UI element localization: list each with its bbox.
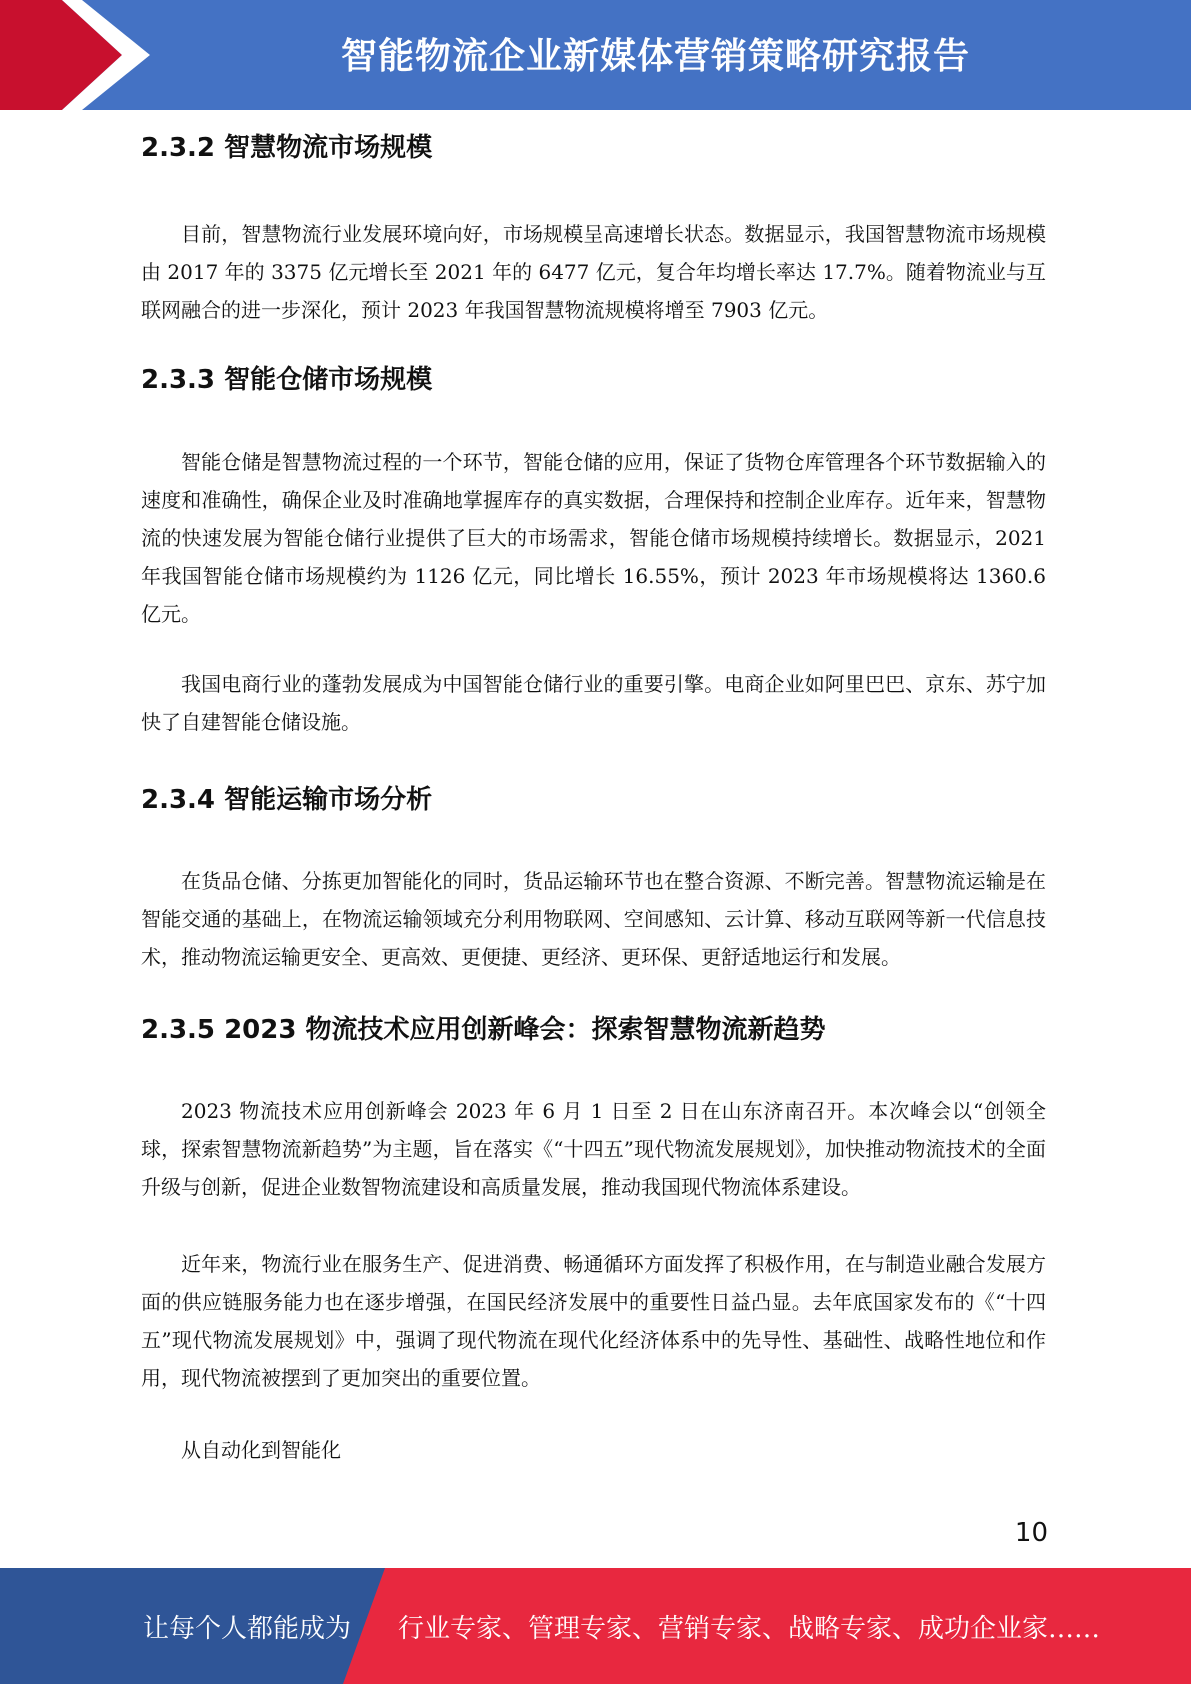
paragraph: 近年来，物流行业在服务生产、促进消费、畅通循环方面发挥了积极作用，在与制造业融合发展方面的供应链服务能力也在逐步增强，在国民经济发展中的重要性日益凸显。去年底国家发布的《“十四五”现代物流发展规划》中，强调了现代物流在现代化经济体系中的先导性、基础性、战略性地位和作用，现代物流被摆到了更加突出的重要位置。 bbox=[141, 1252, 1046, 1390]
page-header bbox=[0, 0, 1191, 110]
paragraph: 我国电商行业的蓬勃发展成为中国智能仓储行业的重要引擎。电商企业如阿里巴巴、京东、苏宁加快了自建智能仓储设施。 bbox=[141, 672, 1046, 734]
header-arrow-decoration bbox=[0, 0, 160, 110]
page-number: 10 bbox=[1014, 1518, 1048, 1548]
paragraph: 目前，智慧物流行业发展环境向好，市场规模呈高速增长状态。数据显示，我国智慧物流市场规模由 2017 年的 3375 亿元增长至 2021 年的 6477 亿元，复合年均增长率达 17.7%。随着物流业与互联网融合的进一步深化，预计 2023 年我国智慧物流规模将增至 7903 亿元。 bbox=[141, 222, 1046, 322]
section-heading: 2.3.2 智慧物流市场规模 bbox=[141, 133, 433, 163]
document-title: 智能物流企业新媒体营销策略研究报告 bbox=[340, 36, 970, 77]
page-footer bbox=[0, 1568, 1191, 1684]
footer-slogan-left: 让每个人都能成为 bbox=[143, 1614, 352, 1644]
section-heading: 2.3.4 智能运输市场分析 bbox=[141, 785, 433, 815]
footer-slogan-right: 行业专家、管理专家、营销专家、战略专家、成功企业家…… bbox=[398, 1614, 1101, 1644]
section-heading: 2.3.5 2023 物流技术应用创新峰会：探索智慧物流新趋势 bbox=[141, 1015, 826, 1045]
paragraph: 智能仓储是智慧物流过程的一个环节，智能仓储的应用，保证了货物仓库管理各个环节数据输入的速度和准确性，确保企业及时准确地掌握库存的真实数据，合理保持和控制企业库存。近年来，智慧物流的快速发展为智能仓储行业提供了巨大的市场需求，智能仓储市场规模持续增长。数据显示，2021 年我国智能仓储市场规模约为 1126 亿元，同比增长 16.55%，预计 2023 年市场规模将达 1360.6 亿元。 bbox=[141, 450, 1046, 626]
paragraph: 在货品仓储、分拣更加智能化的同时，货品运输环节也在整合资源、不断完善。智慧物流运输是在智能交通的基础上，在物流运输领域充分利用物联网、空间感知、云计算、移动互联网等新一代信息技术，推动物流运输更安全、更高效、更便捷、更经济、更环保、更舒适地运行和发展。 bbox=[141, 869, 1046, 969]
paragraph: 2023 物流技术应用创新峰会 2023 年 6 月 1 日至 2 日在山东济南召开。本次峰会以“创领全球，探索智慧物流新趋势”为主题，旨在落实《“十四五”现代物流发展规划》，加快推动物流技术的全面升级与创新，促进企业数智物流建设和高质量发展，推动我国现代物流体系建设。 bbox=[141, 1099, 1046, 1199]
section-heading: 2.3.3 智能仓储市场规模 bbox=[141, 365, 433, 395]
paragraph: 从自动化到智能化 bbox=[181, 1438, 341, 1462]
